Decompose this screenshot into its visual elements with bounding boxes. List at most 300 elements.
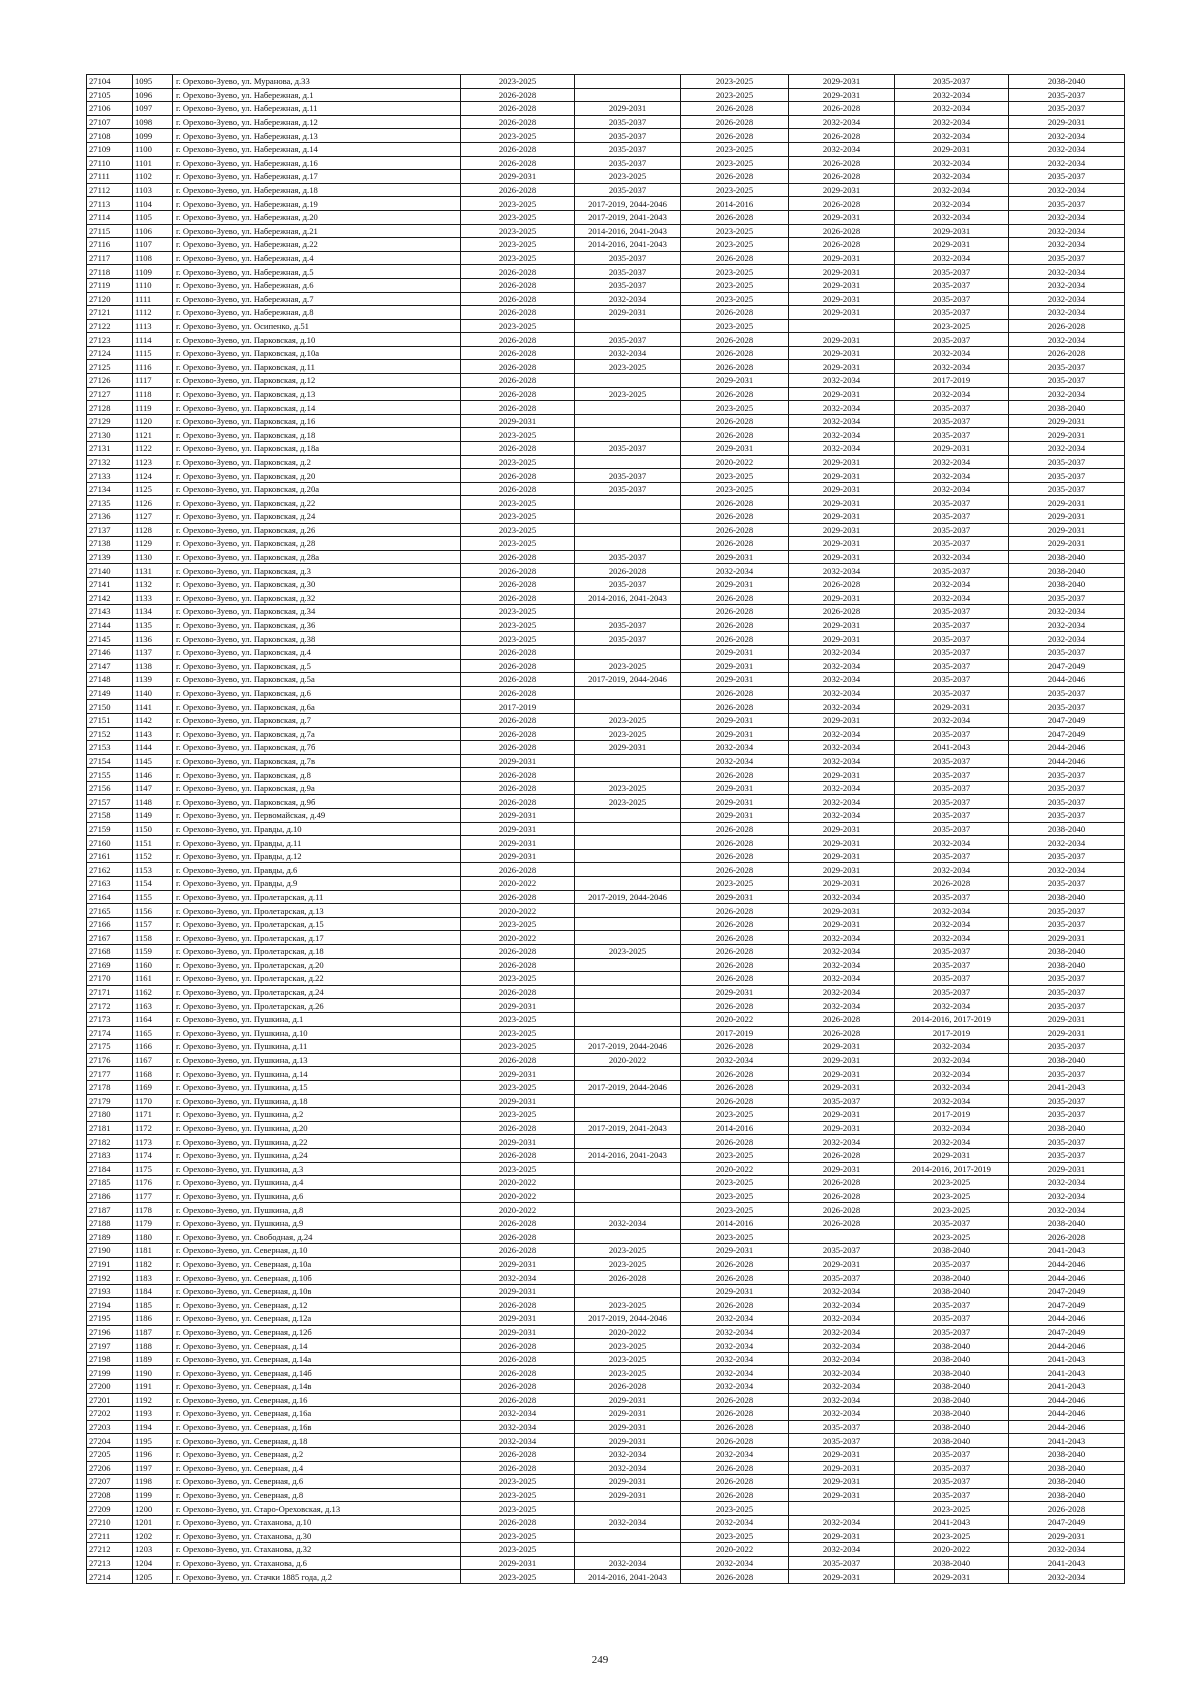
period-5-cell: 2035-2037 — [895, 564, 1009, 578]
period-6-cell: 2035-2037 — [1009, 1040, 1125, 1054]
house-number-cell: 1182 — [133, 1257, 173, 1271]
period-6-cell: 2038-2040 — [1009, 577, 1125, 591]
period-5-cell: 2020-2022 — [895, 1543, 1009, 1557]
period-3-cell: 2026-2028 — [681, 1271, 789, 1285]
period-4-cell: 2026-2028 — [789, 170, 895, 184]
period-2-cell — [575, 1543, 681, 1557]
row-id-cell: 27116 — [87, 238, 133, 252]
address-cell: г. Орехово-Зуево, ул. Набережная, д.17 — [173, 170, 461, 184]
address-cell: г. Орехово-Зуево, ул. Пролетарская, д.15 — [173, 917, 461, 931]
table-row — [87, 618, 1125, 632]
row-id-cell: 27107 — [87, 115, 133, 129]
period-4-cell: 2026-2028 — [789, 1026, 895, 1040]
period-5-cell: 2029-2031 — [895, 1148, 1009, 1162]
period-1-cell: 2029-2031 — [461, 809, 575, 823]
period-6-cell: 2029-2031 — [1009, 1012, 1125, 1026]
period-1-cell: 2023-2025 — [461, 319, 575, 333]
row-id-cell: 27181 — [87, 1121, 133, 1135]
period-6-cell: 2044-2046 — [1009, 1257, 1125, 1271]
period-3-cell: 2026-2028 — [681, 917, 789, 931]
row-id-cell: 27153 — [87, 741, 133, 755]
table-row — [87, 346, 1125, 360]
house-number-cell: 1137 — [133, 645, 173, 659]
period-4-cell: 2032-2034 — [789, 1135, 895, 1149]
house-number-cell: 1177 — [133, 1189, 173, 1203]
period-3-cell: 2020-2022 — [681, 1162, 789, 1176]
house-number-cell: 1136 — [133, 632, 173, 646]
table-row — [87, 1176, 1125, 1190]
row-id-cell: 27129 — [87, 414, 133, 428]
row-id-cell: 27105 — [87, 88, 133, 102]
address-cell: г. Орехово-Зуево, ул. Пушкина, д.9 — [173, 1216, 461, 1230]
period-4-cell: 2026-2028 — [789, 1216, 895, 1230]
table-body — [87, 75, 1125, 1584]
house-number-cell: 1205 — [133, 1570, 173, 1584]
period-6-cell: 2035-2037 — [1009, 88, 1125, 102]
period-4-cell: 2029-2031 — [789, 346, 895, 360]
period-1-cell: 2023-2025 — [461, 1080, 575, 1094]
period-4-cell: 2032-2034 — [789, 1543, 895, 1557]
address-cell: г. Орехово-Зуево, ул. Набережная, д.22 — [173, 238, 461, 252]
row-id-cell: 27193 — [87, 1284, 133, 1298]
table-row — [87, 1502, 1125, 1516]
period-3-cell: 2014-2016 — [681, 197, 789, 211]
period-6-cell: 2038-2040 — [1009, 1121, 1125, 1135]
address-cell: г. Орехово-Зуево, ул. Набережная, д.1 — [173, 88, 461, 102]
period-4-cell: 2029-2031 — [789, 1121, 895, 1135]
period-6-cell: 2038-2040 — [1009, 1053, 1125, 1067]
period-6-cell: 2035-2037 — [1009, 482, 1125, 496]
table-row — [87, 482, 1125, 496]
period-4-cell: 2032-2034 — [789, 686, 895, 700]
table-row — [87, 1461, 1125, 1475]
address-cell: г. Орехово-Зуево, ул. Парковская, д.32 — [173, 591, 461, 605]
period-2-cell — [575, 999, 681, 1013]
period-2-cell: 2014-2016, 2041-2043 — [575, 224, 681, 238]
period-5-cell: 2032-2034 — [895, 469, 1009, 483]
period-2-cell: 2035-2037 — [575, 115, 681, 129]
row-id-cell: 27146 — [87, 645, 133, 659]
period-1-cell: 2026-2028 — [461, 1244, 575, 1258]
period-1-cell: 2026-2028 — [461, 442, 575, 456]
address-cell: г. Орехово-Зуево, ул. Набережная, д.8 — [173, 306, 461, 320]
period-3-cell: 2029-2031 — [681, 890, 789, 904]
period-5-cell: 2035-2037 — [895, 306, 1009, 320]
period-2-cell — [575, 985, 681, 999]
period-5-cell: 2038-2040 — [895, 1393, 1009, 1407]
period-1-cell: 2026-2028 — [461, 1461, 575, 1475]
period-3-cell: 2026-2028 — [681, 306, 789, 320]
address-cell: г. Орехово-Зуево, ул. Парковская, д.26 — [173, 523, 461, 537]
row-id-cell: 27138 — [87, 537, 133, 551]
house-number-cell: 1123 — [133, 455, 173, 469]
period-4-cell — [789, 1230, 895, 1244]
period-2-cell — [575, 863, 681, 877]
row-id-cell: 27201 — [87, 1393, 133, 1407]
address-cell: г. Орехово-Зуево, ул. Парковская, д.11 — [173, 360, 461, 374]
house-number-cell: 1171 — [133, 1108, 173, 1122]
period-4-cell: 2032-2034 — [789, 999, 895, 1013]
table-row — [87, 1556, 1125, 1570]
period-2-cell: 2023-2025 — [575, 1339, 681, 1353]
period-3-cell: 2026-2028 — [681, 836, 789, 850]
address-cell: г. Орехово-Зуево, ул. Набережная, д.12 — [173, 115, 461, 129]
table-row — [87, 1257, 1125, 1271]
period-6-cell: 2047-2049 — [1009, 1325, 1125, 1339]
period-6-cell: 2035-2037 — [1009, 591, 1125, 605]
table-row — [87, 686, 1125, 700]
address-cell: г. Орехово-Зуево, ул. Северная, д.4 — [173, 1461, 461, 1475]
period-6-cell: 2035-2037 — [1009, 374, 1125, 388]
period-6-cell: 2047-2049 — [1009, 659, 1125, 673]
period-6-cell: 2044-2046 — [1009, 673, 1125, 687]
period-1-cell: 2023-2025 — [461, 75, 575, 89]
row-id-cell: 27206 — [87, 1461, 133, 1475]
period-1-cell: 2029-2031 — [461, 822, 575, 836]
table-row — [87, 510, 1125, 524]
period-4-cell: 2032-2034 — [789, 1298, 895, 1312]
house-number-cell: 1140 — [133, 686, 173, 700]
house-number-cell: 1128 — [133, 523, 173, 537]
period-4-cell: 2032-2034 — [789, 414, 895, 428]
table-row — [87, 156, 1125, 170]
period-2-cell: 2023-2025 — [575, 1352, 681, 1366]
period-6-cell: 2041-2043 — [1009, 1244, 1125, 1258]
period-3-cell: 2026-2028 — [681, 605, 789, 619]
row-id-cell: 27157 — [87, 795, 133, 809]
period-5-cell: 2017-2019 — [895, 374, 1009, 388]
table-row — [87, 1298, 1125, 1312]
house-number-cell: 1142 — [133, 713, 173, 727]
period-3-cell: 2023-2025 — [681, 156, 789, 170]
period-5-cell: 2032-2034 — [895, 197, 1009, 211]
table-row — [87, 455, 1125, 469]
period-6-cell: 2044-2046 — [1009, 1312, 1125, 1326]
period-6-cell: 2035-2037 — [1009, 1067, 1125, 1081]
period-6-cell: 2035-2037 — [1009, 985, 1125, 999]
period-3-cell: 2029-2031 — [681, 809, 789, 823]
period-6-cell: 2047-2049 — [1009, 1515, 1125, 1529]
period-5-cell: 2032-2034 — [895, 170, 1009, 184]
house-number-cell: 1143 — [133, 727, 173, 741]
house-number-cell: 1178 — [133, 1203, 173, 1217]
period-2-cell: 2023-2025 — [575, 713, 681, 727]
period-4-cell: 2029-2031 — [789, 713, 895, 727]
period-3-cell: 2014-2016 — [681, 1121, 789, 1135]
house-number-cell: 1113 — [133, 319, 173, 333]
period-1-cell: 2026-2028 — [461, 591, 575, 605]
period-3-cell: 2032-2034 — [681, 1312, 789, 1326]
period-6-cell: 2032-2034 — [1009, 129, 1125, 143]
period-3-cell: 2032-2034 — [681, 1366, 789, 1380]
house-number-cell: 1114 — [133, 333, 173, 347]
period-3-cell: 2026-2028 — [681, 822, 789, 836]
row-id-cell: 27166 — [87, 917, 133, 931]
period-2-cell: 2023-2025 — [575, 360, 681, 374]
period-2-cell — [575, 1230, 681, 1244]
address-cell: г. Орехово-Зуево, ул. Парковская, д.13 — [173, 387, 461, 401]
period-2-cell — [575, 1529, 681, 1543]
period-2-cell: 2029-2031 — [575, 1434, 681, 1448]
table-row — [87, 591, 1125, 605]
row-id-cell: 27180 — [87, 1108, 133, 1122]
period-2-cell: 2035-2037 — [575, 142, 681, 156]
period-3-cell: 2023-2025 — [681, 1189, 789, 1203]
period-4-cell: 2029-2031 — [789, 917, 895, 931]
period-5-cell: 2029-2031 — [895, 238, 1009, 252]
period-5-cell: 2035-2037 — [895, 1298, 1009, 1312]
period-3-cell: 2029-2031 — [681, 795, 789, 809]
period-2-cell: 2017-2019, 2044-2046 — [575, 1312, 681, 1326]
period-3-cell: 2026-2028 — [681, 496, 789, 510]
row-id-cell: 27124 — [87, 346, 133, 360]
row-id-cell: 27121 — [87, 306, 133, 320]
period-6-cell: 2032-2034 — [1009, 442, 1125, 456]
period-1-cell: 2029-2031 — [461, 414, 575, 428]
period-5-cell: 2023-2025 — [895, 1529, 1009, 1543]
table-row — [87, 741, 1125, 755]
table-row — [87, 1094, 1125, 1108]
period-6-cell: 2035-2037 — [1009, 170, 1125, 184]
row-id-cell: 27192 — [87, 1271, 133, 1285]
house-number-cell: 1133 — [133, 591, 173, 605]
period-5-cell: 2035-2037 — [895, 795, 1009, 809]
period-3-cell: 2026-2028 — [681, 1040, 789, 1054]
period-3-cell: 2029-2031 — [681, 659, 789, 673]
period-2-cell — [575, 1284, 681, 1298]
house-number-cell: 1202 — [133, 1529, 173, 1543]
period-5-cell: 2035-2037 — [895, 75, 1009, 89]
house-number-cell: 1096 — [133, 88, 173, 102]
period-2-cell: 2029-2031 — [575, 1420, 681, 1434]
period-6-cell: 2044-2046 — [1009, 1407, 1125, 1421]
period-1-cell: 2023-2025 — [461, 251, 575, 265]
table-row — [87, 1244, 1125, 1258]
period-2-cell — [575, 686, 681, 700]
row-id-cell: 27125 — [87, 360, 133, 374]
period-6-cell: 2035-2037 — [1009, 700, 1125, 714]
period-3-cell: 2032-2034 — [681, 1352, 789, 1366]
period-6-cell: 2047-2049 — [1009, 1284, 1125, 1298]
table-row — [87, 781, 1125, 795]
period-4-cell: 2029-2031 — [789, 523, 895, 537]
period-1-cell: 2026-2028 — [461, 727, 575, 741]
row-id-cell: 27117 — [87, 251, 133, 265]
period-2-cell — [575, 88, 681, 102]
row-id-cell: 27170 — [87, 972, 133, 986]
period-1-cell: 2023-2025 — [461, 1502, 575, 1516]
period-4-cell: 2035-2037 — [789, 1271, 895, 1285]
period-4-cell: 2032-2034 — [789, 931, 895, 945]
period-5-cell: 2041-2043 — [895, 1515, 1009, 1529]
period-5-cell: 2035-2037 — [895, 890, 1009, 904]
period-3-cell: 2026-2028 — [681, 387, 789, 401]
row-id-cell: 27189 — [87, 1230, 133, 1244]
table-row — [87, 414, 1125, 428]
row-id-cell: 27178 — [87, 1080, 133, 1094]
table-row — [87, 1216, 1125, 1230]
house-number-cell: 1122 — [133, 442, 173, 456]
period-5-cell: 2032-2034 — [895, 904, 1009, 918]
period-6-cell: 2032-2034 — [1009, 224, 1125, 238]
period-5-cell: 2032-2034 — [895, 1040, 1009, 1054]
house-number-cell: 1154 — [133, 877, 173, 891]
period-4-cell: 2029-2031 — [789, 306, 895, 320]
period-2-cell — [575, 958, 681, 972]
house-number-cell: 1109 — [133, 265, 173, 279]
period-3-cell: 2032-2034 — [681, 1556, 789, 1570]
house-number-cell: 1198 — [133, 1475, 173, 1489]
period-6-cell: 2038-2040 — [1009, 550, 1125, 564]
period-1-cell: 2029-2031 — [461, 836, 575, 850]
period-1-cell: 2026-2028 — [461, 1298, 575, 1312]
period-2-cell — [575, 1012, 681, 1026]
period-5-cell: 2035-2037 — [895, 768, 1009, 782]
house-number-cell: 1150 — [133, 822, 173, 836]
period-1-cell: 2023-2025 — [461, 1475, 575, 1489]
period-1-cell: 2023-2025 — [461, 496, 575, 510]
period-1-cell: 2026-2028 — [461, 265, 575, 279]
row-id-cell: 27173 — [87, 1012, 133, 1026]
period-3-cell: 2029-2031 — [681, 550, 789, 564]
period-6-cell: 2035-2037 — [1009, 1108, 1125, 1122]
row-id-cell: 27135 — [87, 496, 133, 510]
period-6-cell: 2026-2028 — [1009, 319, 1125, 333]
period-2-cell: 2035-2037 — [575, 183, 681, 197]
row-id-cell: 27194 — [87, 1298, 133, 1312]
period-4-cell: 2026-2028 — [789, 1203, 895, 1217]
address-cell: г. Орехово-Зуево, ул. Парковская, д.6а — [173, 700, 461, 714]
address-cell: г. Орехово-Зуево, ул. Правды, д.12 — [173, 849, 461, 863]
period-4-cell: 2032-2034 — [789, 1284, 895, 1298]
table-row — [87, 809, 1125, 823]
period-2-cell: 2029-2031 — [575, 1488, 681, 1502]
period-5-cell: 2035-2037 — [895, 414, 1009, 428]
address-cell: г. Орехово-Зуево, ул. Парковская, д.9б — [173, 795, 461, 809]
address-cell: г. Орехово-Зуево, ул. Пролетарская, д.11 — [173, 890, 461, 904]
address-cell: г. Орехово-Зуево, ул. Пролетарская, д.26 — [173, 999, 461, 1013]
period-1-cell: 2026-2028 — [461, 1352, 575, 1366]
row-id-cell: 27172 — [87, 999, 133, 1013]
row-id-cell: 27174 — [87, 1026, 133, 1040]
period-5-cell: 2032-2034 — [895, 931, 1009, 945]
table-row — [87, 537, 1125, 551]
period-3-cell: 2026-2028 — [681, 1488, 789, 1502]
period-3-cell: 2023-2025 — [681, 183, 789, 197]
period-4-cell: 2029-2031 — [789, 183, 895, 197]
row-id-cell: 27204 — [87, 1434, 133, 1448]
row-id-cell: 27183 — [87, 1148, 133, 1162]
table-row — [87, 1434, 1125, 1448]
period-6-cell: 2032-2034 — [1009, 1176, 1125, 1190]
house-number-cell: 1199 — [133, 1488, 173, 1502]
period-6-cell: 2038-2040 — [1009, 401, 1125, 415]
table-row — [87, 1380, 1125, 1394]
period-5-cell: 2035-2037 — [895, 645, 1009, 659]
page-number: 249 — [591, 1654, 609, 1666]
row-id-cell: 27122 — [87, 319, 133, 333]
period-4-cell: 2029-2031 — [789, 75, 895, 89]
address-cell: г. Орехово-Зуево, ул. Стаханова, д.30 — [173, 1529, 461, 1543]
row-id-cell: 27139 — [87, 550, 133, 564]
period-1-cell: 2029-2031 — [461, 1094, 575, 1108]
address-cell: г. Орехово-Зуево, ул. Парковская, д.38 — [173, 632, 461, 646]
address-cell: г. Орехово-Зуево, ул. Старо-Ореховская, д.13 — [173, 1502, 461, 1516]
period-3-cell: 2026-2028 — [681, 251, 789, 265]
house-number-cell: 1164 — [133, 1012, 173, 1026]
table-row — [87, 265, 1125, 279]
address-cell: г. Орехово-Зуево, ул. Стаханова, д.32 — [173, 1543, 461, 1557]
period-3-cell: 2026-2028 — [681, 945, 789, 959]
table-row — [87, 183, 1125, 197]
period-4-cell: 2032-2034 — [789, 142, 895, 156]
period-2-cell — [575, 822, 681, 836]
table-row — [87, 564, 1125, 578]
house-number-cell: 1149 — [133, 809, 173, 823]
period-4-cell: 2032-2034 — [789, 1380, 895, 1394]
house-number-cell: 1132 — [133, 577, 173, 591]
period-4-cell: 2029-2031 — [789, 1447, 895, 1461]
period-5-cell: 2035-2037 — [895, 686, 1009, 700]
period-4-cell: 2029-2031 — [789, 632, 895, 646]
house-number-cell: 1148 — [133, 795, 173, 809]
address-cell: г. Орехово-Зуево, ул. Набережная, д.19 — [173, 197, 461, 211]
period-4-cell: 2029-2031 — [789, 278, 895, 292]
period-2-cell: 2023-2025 — [575, 781, 681, 795]
row-id-cell: 27127 — [87, 387, 133, 401]
period-2-cell — [575, 1162, 681, 1176]
period-3-cell: 2026-2028 — [681, 700, 789, 714]
period-3-cell: 2023-2025 — [681, 292, 789, 306]
table-row — [87, 401, 1125, 415]
table-row — [87, 1162, 1125, 1176]
period-4-cell — [789, 319, 895, 333]
period-1-cell: 2026-2028 — [461, 102, 575, 116]
address-cell: г. Орехово-Зуево, ул. Пушкина, д.4 — [173, 1176, 461, 1190]
table-row — [87, 795, 1125, 809]
row-id-cell: 27128 — [87, 401, 133, 415]
address-cell: г. Орехово-Зуево, ул. Парковская, д.2 — [173, 455, 461, 469]
table-row — [87, 958, 1125, 972]
period-5-cell: 2023-2025 — [895, 1176, 1009, 1190]
row-id-cell: 27177 — [87, 1067, 133, 1081]
address-cell: г. Орехово-Зуево, ул. Правды, д.10 — [173, 822, 461, 836]
row-id-cell: 27163 — [87, 877, 133, 891]
period-1-cell: 2026-2028 — [461, 1339, 575, 1353]
period-2-cell — [575, 917, 681, 931]
table-row — [87, 945, 1125, 959]
period-5-cell: 2032-2034 — [895, 387, 1009, 401]
address-cell: г. Орехово-Зуево, ул. Пушкина, д.14 — [173, 1067, 461, 1081]
house-number-cell: 1163 — [133, 999, 173, 1013]
period-1-cell: 2026-2028 — [461, 673, 575, 687]
house-number-cell: 1157 — [133, 917, 173, 931]
row-id-cell: 27209 — [87, 1502, 133, 1516]
table-row — [87, 360, 1125, 374]
period-1-cell: 2026-2028 — [461, 1366, 575, 1380]
period-3-cell: 2029-2031 — [681, 1284, 789, 1298]
period-3-cell: 2026-2028 — [681, 591, 789, 605]
period-6-cell: 2044-2046 — [1009, 1339, 1125, 1353]
period-3-cell: 2026-2028 — [681, 1094, 789, 1108]
period-1-cell: 2026-2028 — [461, 115, 575, 129]
table-row — [87, 1312, 1125, 1326]
table-row — [87, 917, 1125, 931]
period-6-cell: 2041-2043 — [1009, 1434, 1125, 1448]
table-row — [87, 319, 1125, 333]
period-3-cell: 2023-2025 — [681, 75, 789, 89]
address-cell: г. Орехово-Зуево, ул. Парковская, д.34 — [173, 605, 461, 619]
